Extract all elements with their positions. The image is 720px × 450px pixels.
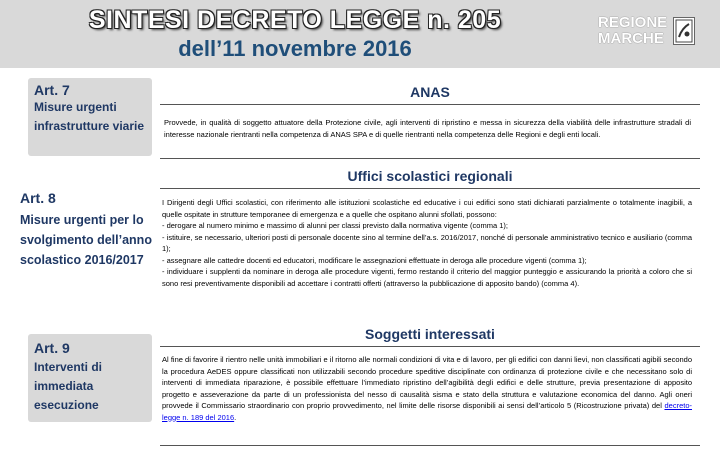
art9-label: Art. 9 <box>34 340 70 356</box>
logo-line2: MARCHE <box>598 30 664 47</box>
art8-item: - istituire, se necessario, ulteriori posti di personale docente sino al termine dell’a.s. 2016/2017, nonché di personale amministrativo tecnico e ausiliario (comma 1); <box>162 232 692 253</box>
logo-text <box>598 15 667 47</box>
divider <box>160 346 700 347</box>
page-subtitle: dell’11 novembre 2016 <box>178 36 412 61</box>
header-band <box>0 0 720 68</box>
divider <box>160 158 700 159</box>
divider <box>160 104 700 105</box>
art7-subtitle: Misure urgenti infrastrutture viarie <box>34 100 145 133</box>
art8-section-title: Uffici scolastici regionali <box>347 168 513 184</box>
regione-emblem-icon <box>673 17 695 45</box>
art7-section-title: ANAS <box>410 84 450 100</box>
art8-item: - assegnare alle cattedre docenti ed educatori, modificare le assegnazioni effettuate in deroga alle procedure vigenti (comma 1); <box>162 255 587 265</box>
art9-text-main: Al fine di favorire il rientro nelle unità immobiliari e il ritorno alle normali condizioni di vita e di lavoro, per gli edifici con danni lievi, non classificati agibili secondo la procedura AeDES oppure classificati non utilizzabili secondo procedure speditive disciplinate con ordinanza di protezione civile e che necessitano solo di interventi di immediata riparazione, è possibile effettuare l’immediato ripristino dell’agibilità degli edifici e delle strutture, previa presentazione di apposito progetto e asseverazione da parte di un professionista del nesso di causalità sisma e stato della struttura e valutazione economica del danno. Agli oneri provvede il Commissario straordinario con proprio provvedimento, nel limite delle risorse disponibili ai sensi dell’articolo 5 (Ricostruzione privata) del <box>162 355 692 410</box>
divider <box>160 445 700 446</box>
art7-label: Art. 7 <box>34 82 70 98</box>
art8-item: - individuare i supplenti da nominare in deroga alle procedure vigenti, fermo restando il criterio del maggior punteggio e assicurando la priorità a coloro che si sono resi preventivamente disponibili ad accettare i contratti offerti (attraverso la pubblicazione di apposito bando) (comma 4). <box>162 267 692 288</box>
art9-section-title: Soggetti interessati <box>365 326 495 342</box>
law-link[interactable]: decreto-legge n. 189 del 2016 <box>162 401 692 422</box>
art8-item: - derogare al numero minimo e massimo di alunni per classi previsto dalla normativa vigente (comma 1); <box>162 221 508 230</box>
art7-text: Provvede, in qualità di soggetto attuatore della Protezione civile, agli interventi di ripristino e messa in sicurezza della viabilità delle infrastrutture stradali di interesse nazionale rientranti nella competenza di ANAS SPA e di quelle rientranti nella competenza delle Regioni e degli enti locali. <box>164 118 691 139</box>
art8-text <box>162 197 692 289</box>
art9-text <box>162 354 692 423</box>
page-title: SINTESI DECRETO LEGGE n. 205 <box>88 6 502 34</box>
art8-label: Art. 8 <box>20 190 56 206</box>
art8-subtitle: Misure urgenti per lo svolgimento dell’anno scolastico 2016/2017 <box>20 213 152 267</box>
logo-line1: REGIONE <box>598 14 668 31</box>
art9-box <box>28 334 152 422</box>
art8-item: I Dirigenti degli Uffici scolastici, con riferimento alle istituzioni scolastiche ed educative i cui edifici sono stati dichiarati parzialmente o totalmente inagibili, a quelle ospitate in strutture temporanee di emergenza e a quelle che ospitano alunni sfollati, possono: <box>162 198 692 219</box>
art8-box <box>14 190 154 290</box>
divider <box>160 188 700 189</box>
regione-marche-logo <box>598 14 714 48</box>
art7-box <box>28 78 152 156</box>
art9-text-end: . <box>234 412 237 422</box>
art9-subtitle: Interventi di immediata esecuzione <box>34 360 103 412</box>
